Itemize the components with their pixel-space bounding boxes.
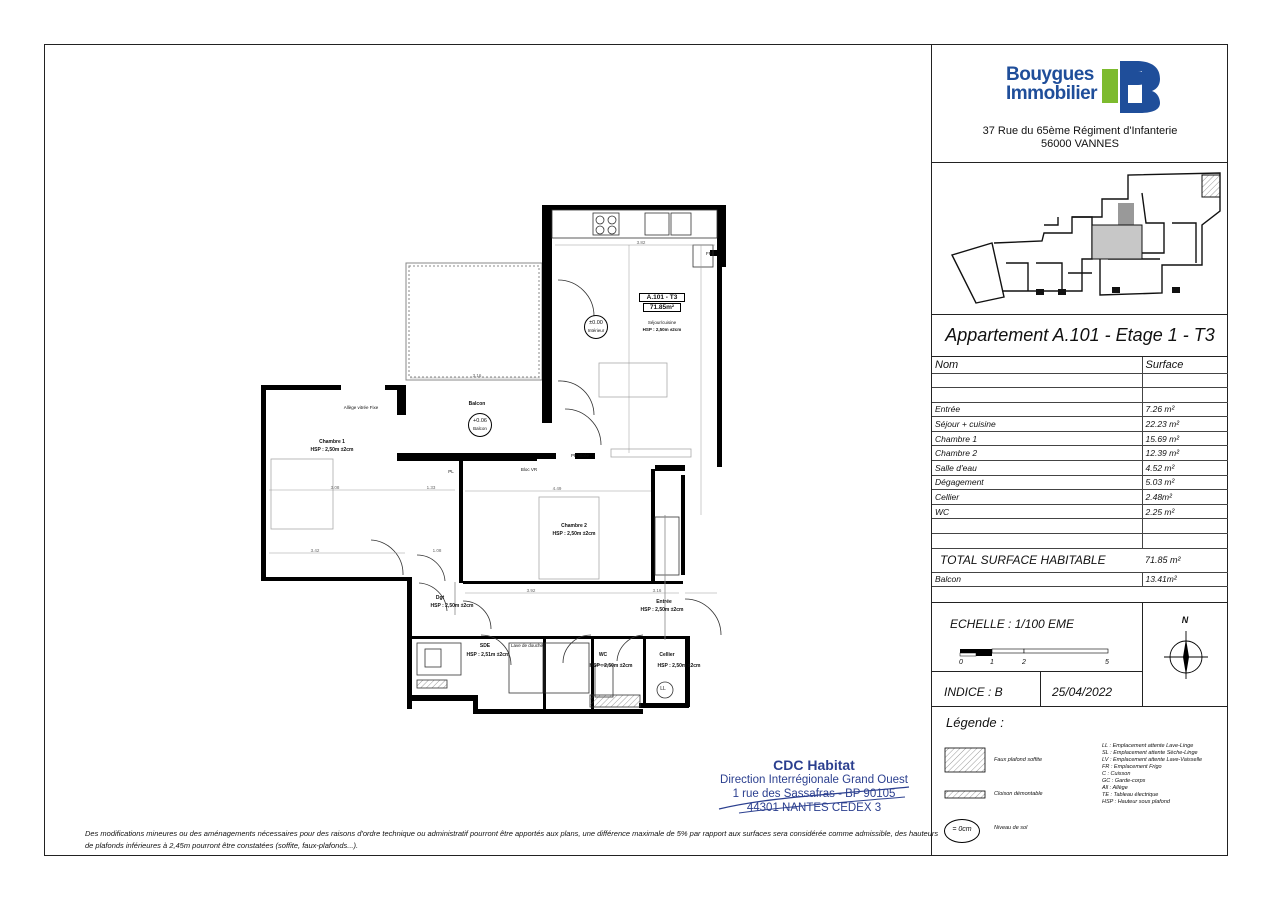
stamp-line-1: Direction Interrégionale Grand Ouest [720, 774, 908, 786]
room-label-balcon: Balcon [468, 401, 486, 407]
room-label-chambre-2: Chambre 2 [561, 523, 587, 529]
indice-date: 25/04/2022 [1052, 685, 1113, 699]
apt-room-label: Séjour/cuisine [647, 320, 677, 325]
room-label-sde: SDE [479, 643, 491, 649]
scale-box [932, 603, 1228, 707]
abbrev-item: GC : Garde-corps [1102, 778, 1146, 784]
table-row: Entrée 7.26 m² [932, 402, 1228, 417]
total-row [932, 548, 1228, 572]
room-hsp-chambre-1: HSP : 2,50m ±2cm [310, 447, 354, 453]
surface-table [932, 357, 1228, 587]
legend-label-niveau: Niveau de sol [994, 825, 1028, 831]
brand-box [932, 45, 1228, 163]
scale-tick-2: 2 [1022, 659, 1026, 666]
table-row: Dégagement 5.03 m² [932, 475, 1228, 490]
scale-tick-1: 1 [990, 659, 994, 666]
dim-1: 3.82 [636, 240, 646, 245]
room-hsp-cellier: HSP : 2,50m ±2cm [657, 663, 701, 669]
scale-tick-0: 0 [959, 659, 963, 666]
abbrev-item: C : Cuisson [1102, 771, 1131, 777]
abbrev-item: LV : Emplacement attente Lave-Vaisselle [1102, 757, 1203, 763]
brand-logo [1006, 59, 1166, 115]
stamp-line-3: 44301 NANTES CEDEX 3 [746, 802, 882, 814]
abbrev-item: All : Allège [1102, 785, 1128, 791]
dim-4: 4.49 [552, 486, 562, 491]
dim-7: 1.08 [432, 548, 442, 553]
dim-5: 1.33 [426, 485, 436, 490]
balcon-row: Balcon 13.41m² [932, 572, 1228, 587]
apt-hsp-label: HSP : 2,50m ±2cm [642, 327, 682, 332]
allege-label: Allège vitrée Fixe [343, 405, 379, 410]
stamp-signature [709, 767, 919, 817]
room-hsp-entree: HSP : 2,50m ±2cm [640, 607, 684, 613]
table-row: WC 2.25 m² [932, 504, 1228, 519]
pf-vitree-label: PF vitrée [570, 453, 589, 458]
room-label-wc: WC [598, 652, 608, 658]
dim-8: 3.92 [526, 588, 536, 593]
balcony-outline [406, 263, 542, 380]
address-line-2: 56000 VANNES [1040, 138, 1120, 150]
room-hsp-sde: HSP : 2,51m ±2cm [466, 652, 510, 658]
table-row: Séjour + cuisine 22.23 m² [932, 417, 1228, 432]
level-symbol: = 0cm [944, 819, 980, 843]
surface-table-header [932, 357, 1228, 373]
room-hsp-chambre-2: HSP : 2,50m ±2cm [552, 531, 596, 537]
room-label-chambre-1: Chambre 1 [319, 439, 345, 445]
abbrev-item: SL : Emplacement attente Sèche-Linge [1102, 750, 1198, 756]
receveur-label: Lave de douche [511, 643, 544, 648]
address-line-1: 37 Rue du 65ème Régiment d'Infanterie [982, 125, 1178, 137]
level-marker-balcony: +0.06 Balcon [468, 413, 492, 437]
dim-6: 3.42 [310, 548, 320, 553]
brand-line-1: Bouygues [1006, 64, 1094, 85]
room-label-cellier: Cellier [659, 652, 675, 658]
brand-line-2: Immobilier [1006, 83, 1098, 104]
stamp-title: CDC Habitat [773, 757, 855, 773]
room-hsp-wc: HSP : 2,50m ±2cm [589, 663, 633, 669]
abbreviations-list [1102, 743, 1226, 806]
apartment-title: Appartement A.101 - Etage 1 - T3 [945, 325, 1215, 345]
legend-label-faux-plafond: Faux plafond soffite [994, 757, 1043, 763]
legend-label-cloison: Cloison démontable [994, 791, 1043, 797]
abbrev-item: LL : Emplacement attente Lave-Linge [1102, 743, 1194, 749]
address [932, 125, 1228, 151]
partition-symbol [944, 789, 988, 801]
floor-plan-drawing [45, 45, 931, 855]
table-row: Chambre 2 12.39 m² [932, 446, 1228, 461]
dim-9: 3.16 [652, 588, 662, 593]
bouygues-b-logo-icon [1102, 59, 1160, 113]
abbrev-item: TE : Tableau électrique [1102, 792, 1159, 798]
ll-label: LL [660, 686, 666, 692]
key-plan-box [932, 163, 1228, 315]
compass-north-letter: N [1181, 615, 1189, 625]
floor-plan-area [45, 45, 939, 855]
stamp-line-2: 1 rue des Sassafras - BP 90105 [732, 788, 896, 800]
table-row: Chambre 1 15.69 m² [932, 431, 1228, 446]
apt-area-label: 71.85m² [643, 303, 681, 312]
scale-label: ECHELLE : 1/100 EME [950, 617, 1075, 631]
hatch-symbol [944, 747, 988, 773]
apartment-title-box [932, 315, 1228, 357]
pl-label: PL [448, 469, 454, 474]
disclaimer-notice: Des modifications mineures ou des aménagements nécessaires pour des raisons d'ordre technique ou administratif pourront être apportés aux plans, une différence maximale de 5% par rapport aux surfaces sera considérée comme admissible, des hauteurs de plafonds inférieures à 2,45m pourront être constatées (soffite, faux-plafonds...). [85, 829, 939, 850]
total-label: TOTAL SURFACE HABITABLE [932, 548, 1142, 572]
abbrev-item: HSP : Hauteur sous plafond [1102, 799, 1170, 805]
indice-label: INDICE : B [944, 685, 1003, 699]
scale-tick-5: 5 [1105, 659, 1109, 666]
header-name: Nom [932, 357, 1142, 373]
room-label-dgt: Dgt [435, 595, 445, 601]
dim-3: 3.08 [330, 485, 340, 490]
plan-sheet [44, 44, 1228, 856]
dim-2: 3.16 [472, 373, 482, 378]
cdc-habitat-stamp [709, 757, 919, 815]
abbrev-item: FR : Emplacement Frigo [1102, 764, 1162, 770]
fridge-label: FR [706, 251, 712, 256]
title-block [931, 45, 1228, 855]
legend-title: Légende : [946, 715, 1004, 730]
legend-box [932, 707, 1228, 853]
surface-table-box [932, 357, 1228, 603]
level-marker-interior: ±0.00 Intérieur [584, 315, 608, 339]
table-row: Salle d'eau 4.52 m² [932, 461, 1228, 476]
building-key-plan [932, 163, 1228, 315]
room-label-entree: Entrée [656, 599, 672, 605]
bloc-vr-label: Bloc VR [520, 467, 538, 472]
header-surface: Surface [1142, 357, 1228, 373]
room-hsp-dgt: HSP : 2,50m ±2cm [430, 603, 474, 609]
apt-code-label: A.101 - T3 [639, 293, 685, 302]
total-value: 71.85 m² [1142, 548, 1228, 572]
north-compass-icon [1156, 617, 1216, 687]
table-row: Cellier 2.48m² [932, 490, 1228, 505]
